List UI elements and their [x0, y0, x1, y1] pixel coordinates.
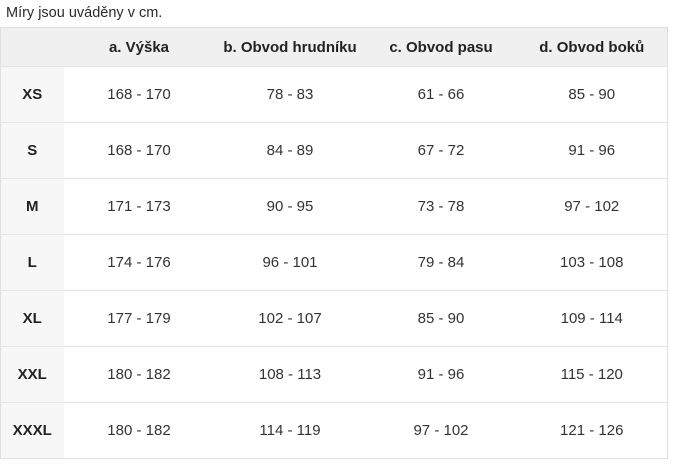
waist-value: 79 - 84 — [366, 235, 517, 291]
hips-value: 91 - 96 — [517, 123, 668, 179]
table-row — [1, 347, 668, 403]
height-value: 174 - 176 — [64, 235, 215, 291]
height-value: 168 - 170 — [64, 67, 215, 123]
header-cell-height: a. Výška — [64, 28, 215, 67]
chest-value: 108 - 113 — [215, 347, 366, 403]
hips-value: 97 - 102 — [517, 179, 668, 235]
size-label: M — [1, 179, 64, 235]
table-row — [1, 291, 668, 347]
height-value: 171 - 173 — [64, 179, 215, 235]
header-cell-hips: d. Obvod boků — [517, 28, 668, 67]
header-row — [1, 28, 668, 67]
size-label: XXL — [1, 347, 64, 403]
height-value: 180 - 182 — [64, 403, 215, 459]
hips-value: 121 - 126 — [517, 403, 668, 459]
table-row — [1, 179, 668, 235]
table-row — [1, 403, 668, 459]
header-cell-chest: b. Obvod hrudníku — [215, 28, 366, 67]
table-row — [1, 235, 668, 291]
table-row — [1, 123, 668, 179]
height-value: 177 - 179 — [64, 291, 215, 347]
hips-value: 85 - 90 — [517, 67, 668, 123]
chest-value: 78 - 83 — [215, 67, 366, 123]
size-chart-table — [0, 27, 668, 459]
size-label: L — [1, 235, 64, 291]
hips-value: 109 - 114 — [517, 291, 668, 347]
hips-value: 115 - 120 — [517, 347, 668, 403]
waist-value: 67 - 72 — [366, 123, 517, 179]
waist-value: 61 - 66 — [366, 67, 517, 123]
waist-value: 97 - 102 — [366, 403, 517, 459]
waist-value: 85 - 90 — [366, 291, 517, 347]
chest-value: 84 - 89 — [215, 123, 366, 179]
chest-value: 102 - 107 — [215, 291, 366, 347]
hips-value: 103 - 108 — [517, 235, 668, 291]
height-value: 180 - 182 — [64, 347, 215, 403]
size-label: XS — [1, 67, 64, 123]
waist-value: 73 - 78 — [366, 179, 517, 235]
table-row — [1, 67, 668, 123]
size-label: XL — [1, 291, 64, 347]
height-value: 168 - 170 — [64, 123, 215, 179]
header-cell-size — [1, 28, 64, 67]
chest-value: 114 - 119 — [215, 403, 366, 459]
waist-value: 91 - 96 — [366, 347, 517, 403]
chest-value: 90 - 95 — [215, 179, 366, 235]
header-cell-waist: c. Obvod pasu — [366, 28, 517, 67]
chest-value: 96 - 101 — [215, 235, 366, 291]
size-label: XXXL — [1, 403, 64, 459]
measurement-unit-note: Míry jsou uváděny v cm. — [6, 5, 163, 21]
size-label: S — [1, 123, 64, 179]
